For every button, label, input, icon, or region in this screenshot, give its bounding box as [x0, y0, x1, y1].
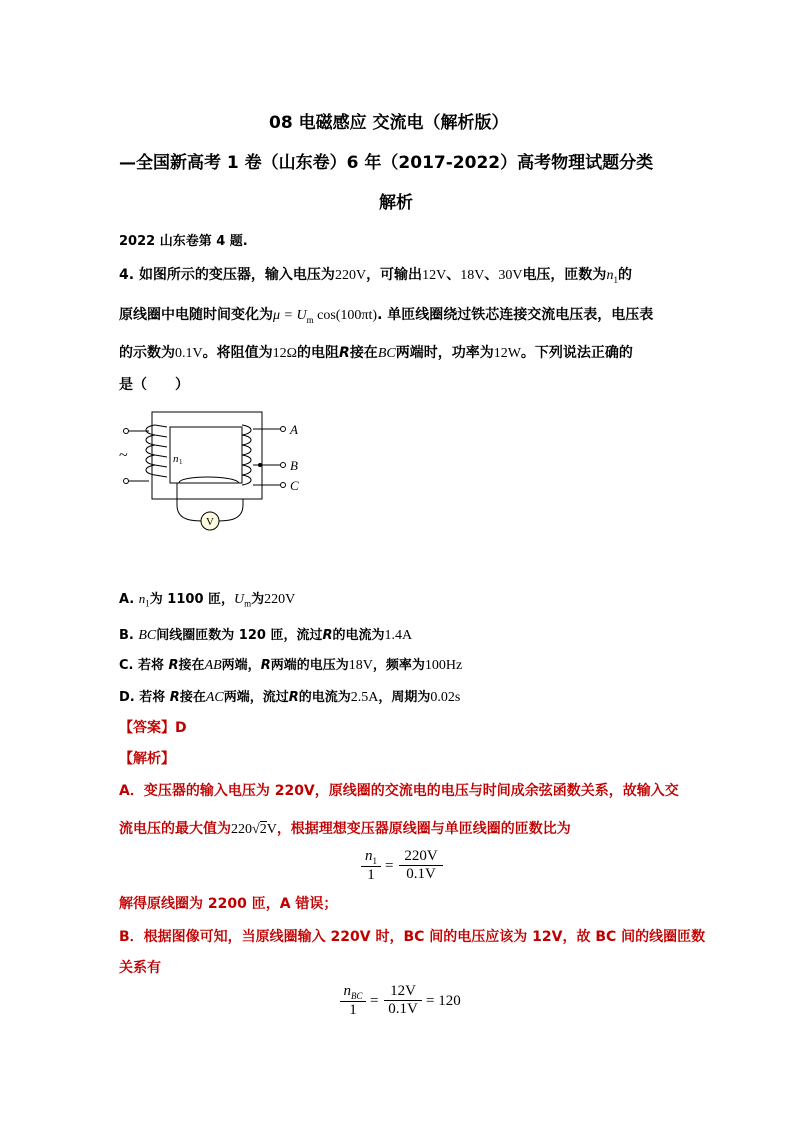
analysis-b-line-1: B．根据图像可知，当原线圈输入 220V 时，BC 间的电压应该为 12V，故 BC 间的线圈匝数	[119, 929, 706, 945]
frac1-eq: =	[385, 858, 394, 874]
q-v18: 18V	[460, 268, 485, 283]
option-b-value: 1.4A	[384, 628, 413, 643]
option-b-r: R	[322, 628, 333, 643]
frac1-left	[361, 848, 381, 884]
terminal-left-bottom	[124, 479, 129, 484]
option-a-text: 为 1100 匝，	[149, 592, 235, 607]
analysis-a-line-3: 解得原线圈为 2200 匝，A 错误；	[119, 896, 338, 912]
page-title: 08 电磁感应 交流电（解析版）	[269, 113, 509, 133]
q-n-symbol: n	[606, 268, 614, 283]
q-text: 的示数为	[119, 345, 175, 361]
q-text: 的电阻	[297, 345, 340, 361]
q-v12: 12V	[422, 268, 447, 283]
frac2-result: = 120	[426, 993, 461, 1009]
option-c-ab: AB	[204, 658, 222, 673]
analysis-text: ，根据理想变压器原线圈与单匝线圈的匝数比为	[276, 821, 571, 837]
terminal-c	[281, 483, 286, 488]
q-vin: 220V	[334, 268, 367, 283]
question-line-3	[119, 342, 633, 362]
page-subtitle-cont: 解析	[379, 193, 413, 213]
option-c-text: 接在	[178, 658, 205, 673]
option-c-text: 两端的电压为	[270, 658, 349, 673]
frac2-eq: =	[370, 993, 379, 1009]
frac2-rnum: 12V	[390, 983, 416, 999]
option-d-text: 的电流为	[298, 690, 351, 705]
option-d-ac: AC	[205, 690, 224, 705]
option-c-text: 两端，	[221, 658, 261, 673]
q-resistance: 12Ω	[272, 346, 298, 361]
max-voltage-unit: V	[266, 822, 277, 837]
option-c[interactable]	[119, 654, 462, 674]
q-text: 两端时，功率为	[395, 345, 494, 361]
sqrt-sign: √	[252, 822, 260, 837]
coil-n-label: n	[173, 453, 179, 465]
primary-coil	[146, 425, 155, 475]
q-sep: 、	[484, 267, 499, 283]
voltmeter-label: V	[206, 516, 214, 528]
q-text: 电压，匝数为	[522, 267, 607, 283]
analysis-a-line-1: A．变压器的输入电压为 220V，原线圈的交流电的电压与时间成余弦函数关系，故输入交	[119, 783, 679, 799]
question-source: 2022 山东卷第 4 题.	[119, 234, 248, 249]
q-v30: 30V	[498, 268, 523, 283]
option-c-r: R	[168, 658, 179, 673]
max-voltage	[231, 821, 277, 837]
primary-coil-front	[155, 425, 167, 477]
option-a-u-sub: m	[244, 598, 252, 609]
option-d-value1: 2.5A	[350, 690, 379, 705]
option-d-prefix: D. 若将	[119, 690, 170, 705]
question-number: 4.	[119, 267, 135, 283]
option-d[interactable]	[119, 686, 460, 706]
option-b-bc: BC	[138, 628, 157, 643]
q-bc: BC	[377, 346, 396, 361]
q-formula: μ = U	[273, 308, 307, 323]
label-a: A	[290, 422, 298, 437]
q-text: . 单匝线圈绕过铁芯连接交流电压表，电压表	[377, 307, 654, 323]
option-d-r2: R	[288, 690, 299, 705]
frac1-num-sym: n	[365, 848, 373, 864]
option-a-n: n	[138, 591, 146, 606]
option-d-r: R	[169, 690, 180, 705]
q-sep: 、	[446, 267, 461, 283]
option-b[interactable]	[119, 624, 412, 644]
option-c-text: ，频率为	[372, 658, 425, 673]
q-text: 原线圈中电随时间变化为	[119, 307, 273, 323]
option-c-value2: 100Hz	[424, 658, 463, 673]
q-text: 如图所示的变压器，输入电压为	[138, 267, 335, 283]
terminal-left-top	[124, 429, 129, 434]
q-text: 。下列说法正确的	[520, 345, 633, 361]
q-text: 的	[617, 267, 632, 283]
question-line-4: 是（ ）	[119, 377, 189, 393]
q-text: 。将阻值为	[202, 345, 273, 361]
option-c-r2: R	[260, 658, 271, 673]
q-n-sub: 1	[613, 274, 618, 285]
ac-symbol: ~	[119, 447, 128, 464]
option-c-prefix: C. 若将	[119, 658, 169, 673]
frac1-rden: 0.1V	[399, 865, 443, 883]
option-d-text: 两端，流过	[223, 690, 289, 705]
question-line-2	[119, 304, 653, 325]
analysis-b-line-2: 关系有	[119, 960, 161, 976]
analysis-label: 【解析】	[119, 751, 175, 767]
q-text: ，可输出	[366, 267, 423, 283]
frac2-left	[340, 983, 366, 1019]
answer-line	[119, 717, 187, 737]
option-a-prefix: A.	[119, 592, 139, 607]
single-turn-loop	[177, 483, 205, 521]
q-formula-sub: m	[306, 314, 314, 325]
frac1-rnum: 220V	[404, 848, 438, 864]
option-b-text: 间线圈匝数为 120 匝，流过	[156, 628, 323, 643]
option-a[interactable]	[119, 588, 295, 609]
page-subtitle: —全国新高考 1 卷（山东卷）6 年（2017-2022）高考物理试题分类	[119, 153, 654, 173]
terminal-a	[281, 427, 286, 432]
coil-n-sub: 1	[179, 458, 183, 466]
option-d-text: ，周期为	[378, 690, 431, 705]
option-a-value: 220V	[264, 592, 296, 607]
frac2-right	[384, 983, 422, 1018]
option-c-value1: 18V	[348, 658, 373, 673]
answer-value: D	[175, 720, 187, 736]
option-a-n-sub: 1	[145, 598, 150, 609]
secondary-coil	[242, 425, 251, 485]
q-v01: 0.1V	[175, 346, 203, 361]
frac2-num-sub: BC	[350, 991, 363, 1001]
option-d-text: 接在	[179, 690, 206, 705]
analysis-text: 流电压的最大值为	[119, 821, 231, 837]
frac1-den: 1	[361, 866, 381, 884]
transformer-diagram	[115, 405, 315, 535]
q-power: 12W	[493, 346, 521, 361]
frac1-right	[399, 848, 443, 883]
q-formula-cos: cos(100πt)	[313, 308, 378, 323]
frac2-den: 1	[340, 1001, 366, 1019]
option-a-u: U	[234, 592, 245, 607]
option-b-text: 的电流为	[332, 628, 385, 643]
max-voltage-coeff: 220	[231, 822, 252, 837]
sqrt-radicand: 2	[259, 822, 267, 837]
answer-label: 【答案】	[119, 720, 175, 736]
label-b: B	[290, 458, 298, 473]
q-text: 接在	[349, 345, 378, 361]
option-b-prefix: B.	[119, 628, 139, 643]
core-inner	[170, 427, 242, 483]
analysis-a-line-2	[119, 818, 571, 838]
option-a-text: 为	[251, 592, 265, 607]
frac2-rden: 0.1V	[384, 1000, 422, 1018]
terminal-b	[281, 463, 286, 468]
question-line-1	[119, 264, 632, 285]
equation-2	[340, 983, 460, 1023]
option-d-value2: 0.02s	[430, 690, 461, 705]
label-c: C	[290, 478, 299, 493]
frac2-num-sym: n	[343, 983, 351, 999]
q-r-symbol: R	[339, 345, 350, 361]
frac1-num-sub: 1	[372, 856, 377, 866]
tap-dot	[258, 463, 262, 467]
